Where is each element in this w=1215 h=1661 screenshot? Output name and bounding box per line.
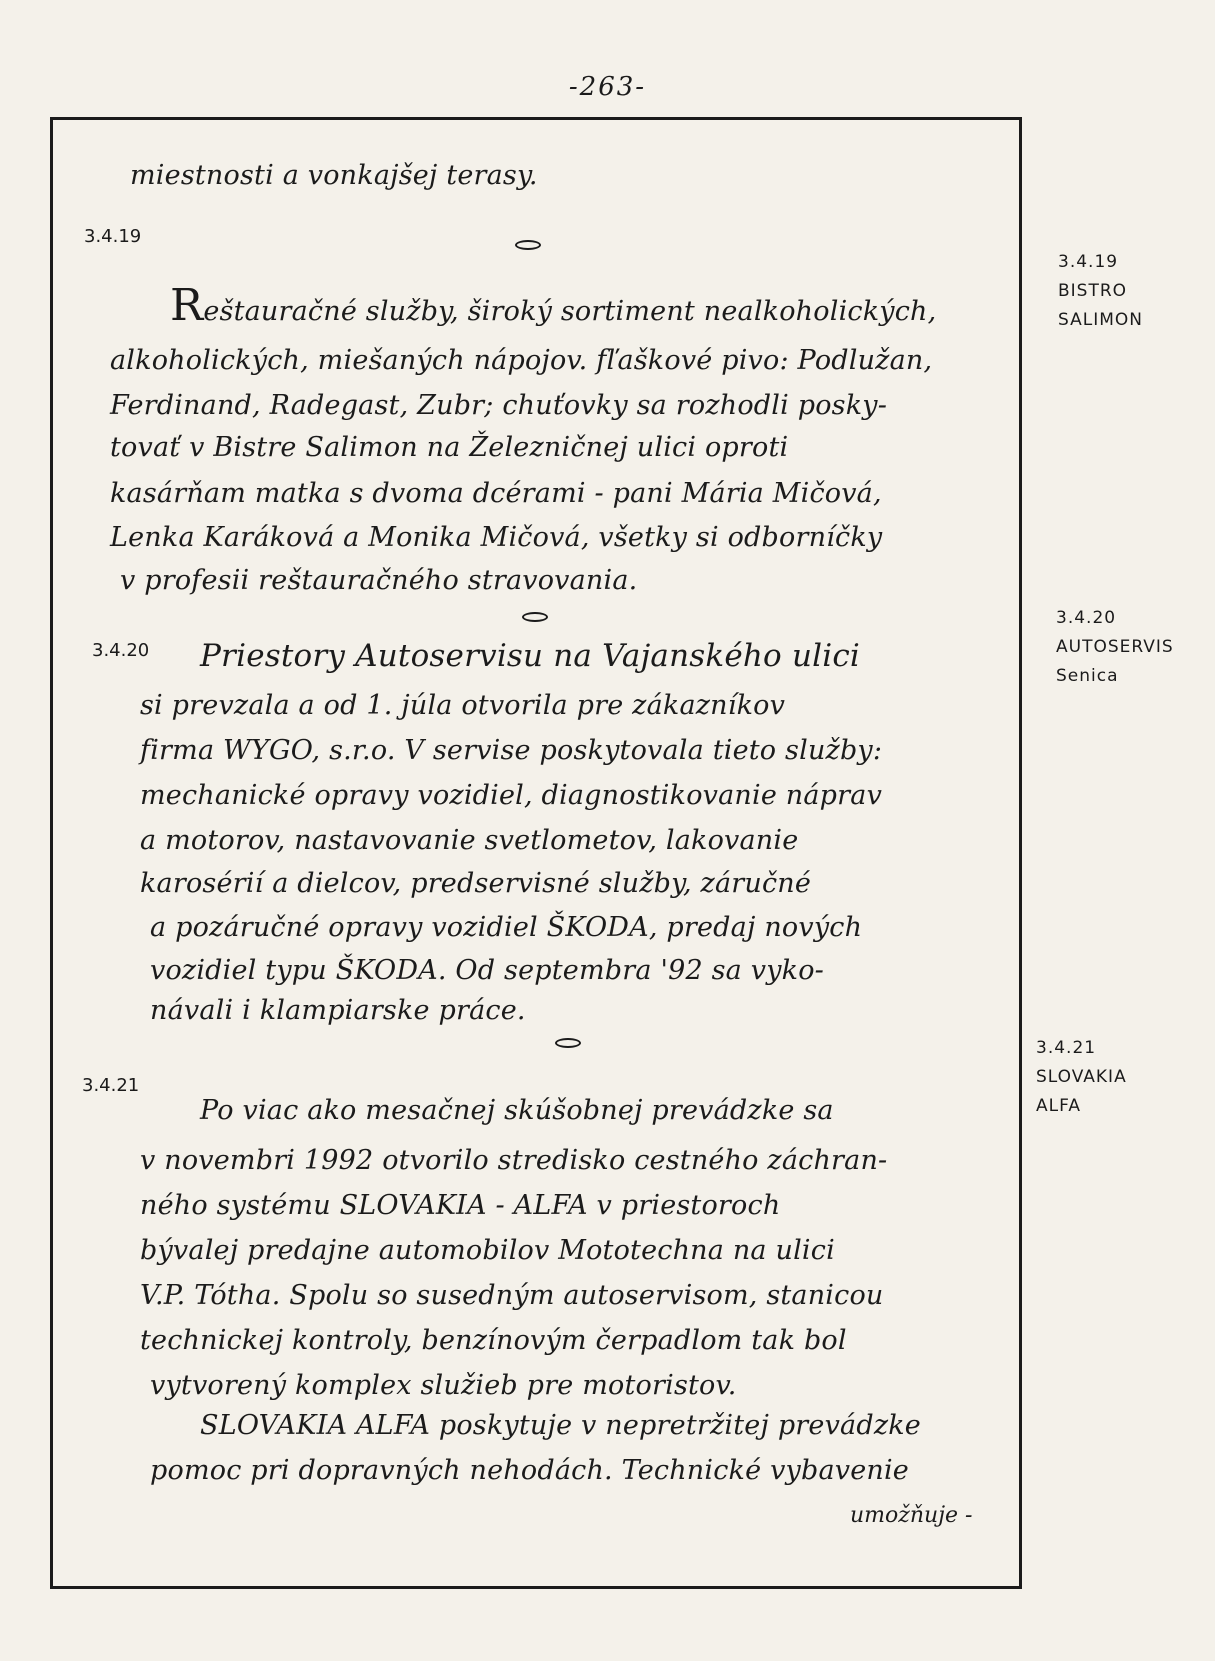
text-line: kasárňam matka s dvoma dcérami - pani Mária Mičová, bbox=[110, 478, 882, 509]
text-line: firma WYGO, s.r.o. V servise poskytovala tieto služby: bbox=[140, 735, 883, 766]
text-line: bývalej predajne automobilov Mototechna na ulici bbox=[140, 1235, 835, 1266]
entry-date: 3.4.19 bbox=[84, 226, 142, 247]
text-line: karosérií a dielcov, predservisné služby, záručné bbox=[140, 868, 812, 899]
margin-date: 3.4.19 bbox=[1058, 252, 1119, 272]
margin-label: ALFA bbox=[1036, 1096, 1081, 1116]
text-line: vytvorený komplex služieb pre motoristov. bbox=[150, 1370, 737, 1401]
text-line: SLOVAKIA ALFA poskytuje v nepretržitej prevádzke bbox=[200, 1410, 921, 1441]
text-line: tovať v Bistre Salimon na Železničnej ulici oproti bbox=[110, 432, 789, 463]
margin-label: SLOVAKIA bbox=[1036, 1067, 1127, 1087]
text-line: ného systému SLOVAKIA - ALFA v priestoroch bbox=[140, 1190, 781, 1221]
margin-label: SALIMON bbox=[1058, 310, 1143, 330]
separator-mark bbox=[555, 1038, 581, 1048]
entry-date: 3.4.21 bbox=[82, 1075, 140, 1096]
text-line bbox=[170, 280, 936, 331]
margin-note bbox=[1056, 604, 1174, 691]
text-line: si prevzala a od 1. júla otvorila pre zákazníkov bbox=[140, 690, 786, 721]
margin-note bbox=[1058, 248, 1143, 335]
margin-date: 3.4.20 bbox=[1056, 608, 1117, 628]
text-line: mechanické opravy vozidiel, diagnostikovanie náprav bbox=[140, 780, 883, 811]
text-line: v novembri 1992 otvorilo stredisko cestného záchran- bbox=[140, 1145, 888, 1176]
text-line: a pozáručné opravy vozidiel ŠKODA, predaj nových bbox=[150, 912, 863, 943]
text-line: a motorov, nastavovanie svetlometov, lakovanie bbox=[140, 825, 799, 856]
text-line: alkoholických, miešaných nápojov. fľaškové pivo: Podlužan, bbox=[110, 345, 933, 376]
text-line: Lenka Karáková a Monika Mičová, všetky si odborníčky bbox=[110, 522, 883, 553]
text-fragment: eštauračné služby, široký sortiment nealkoholických, bbox=[203, 296, 937, 327]
text-line: vozidiel typu ŠKODA. Od septembra '92 sa vyko- bbox=[150, 955, 824, 986]
text-line: pomoc pri dopravných nehodách. Technické vybavenie bbox=[150, 1455, 909, 1486]
margin-date: 3.4.21 bbox=[1036, 1038, 1097, 1058]
page-number: -263- bbox=[568, 72, 647, 102]
text-line: miestnosti a vonkajšej terasy. bbox=[130, 160, 538, 191]
entry-date: 3.4.20 bbox=[92, 640, 150, 661]
text-line: Po viac ako mesačnej skúšobnej prevádzke sa bbox=[200, 1095, 834, 1126]
text-line: Priestory Autoservisu na Vajanského ulici bbox=[200, 638, 861, 674]
text-line: návali i klampiarske práce. bbox=[150, 995, 526, 1026]
separator-mark bbox=[515, 240, 541, 250]
text-line: technickej kontroly, benzínovým čerpadlom tak bol bbox=[140, 1325, 847, 1356]
separator-mark bbox=[522, 612, 548, 622]
margin-label: BISTRO bbox=[1058, 281, 1128, 301]
text-line: v profesii reštauračného stravovania. bbox=[120, 565, 638, 596]
margin-label: Senica bbox=[1056, 666, 1119, 686]
text-line: V.P. Tótha. Spolu so susedným autoservisom, stanicou bbox=[140, 1280, 884, 1311]
text-line: Ferdinand, Radegast, Zubr; chuťovky sa rozhodli posky- bbox=[110, 390, 888, 421]
margin-label: AUTOSERVIS bbox=[1056, 637, 1174, 657]
initial-letter: R bbox=[170, 280, 204, 331]
margin-note bbox=[1036, 1034, 1127, 1121]
continuation-text: umožňuje - bbox=[850, 1503, 973, 1528]
